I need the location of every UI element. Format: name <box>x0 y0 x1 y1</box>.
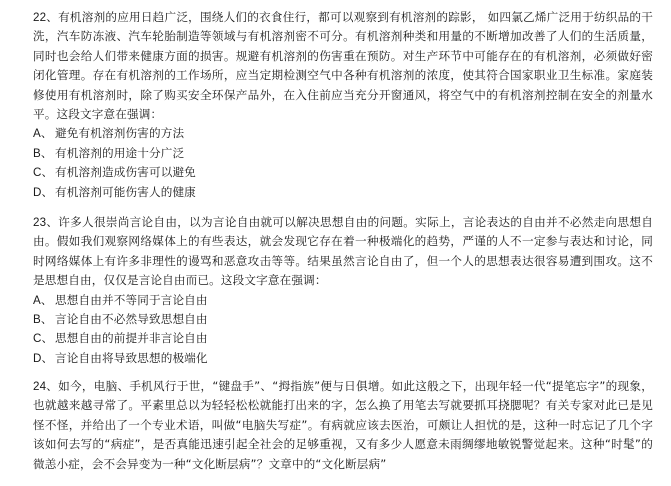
question-stem <box>33 8 653 124</box>
option-letter: A、 <box>33 293 53 307</box>
option-list <box>33 291 653 369</box>
question-text: 有机溶剂的应用日趋广泛，围绕人们的衣食住行，都可以观察到有机溶剂的踪影， 如四氯乙烯广泛用于纺织品的干洗，汽车防冻液、汽车轮胎制造等领域与有机溶剂密不可分。有机溶剂种类和用量的不断增加改善了人们的生活质量，同时也会给人们带来健康方面的损害。规避有机溶剂的伤害重在预防。对生产环节中可能存在的有机溶剂，必须做好密闭化管理。存在有机溶剂的工作场所，应当定期检测空气中各种有机溶剂的浓度，使其符合国家职业卫生标准。家庭装修使用有机溶剂时，除了购买安全环保产品外，在入住前应当充分开窗通风，将空气中的有机溶剂控制在安全的剂量水平。这段文字意在强调： <box>33 10 653 122</box>
option-text: 有机溶剂可能伤害人的健康 <box>55 184 196 199</box>
question-text: 如今，电脑、手机风行于世，“键盘手”、“拇指族”便与日俱增。如此这般之下，出现年轻一代“提笔忘字”的现象，也就越来越寻常了。平素里总以为轻轻松松就能打出来的字，怎么换了用笔去写就要抓耳挠腮呢？有关专家对此已是见怪不怪，并给出了一个专业术语，叫做“电脑失写症”。有病就应该去医治，可颇让人担忧的是，这种一时忘记了几个字该如何去写的“病症”，是否真能迅速引起全社会的足够重视，又有多少人愿意未雨绸缪地敏锐警觉起来。这种“时髦”的微恙小症，会不会异变为一种“文化断层病”？文章中的“文化断层病” <box>33 379 653 471</box>
question-22 <box>33 8 653 202</box>
option-letter: A、 <box>33 127 53 141</box>
option-d[interactable] <box>33 349 653 368</box>
option-letter: D、 <box>33 351 54 365</box>
question-text: 许多人很崇尚言论自由，以为言论自由就可以解决思想自由的问题。实际上，言论表达的自由并不必然走向思想自由。假如我们观察网络媒体上的有些表达，就会发现它存在着一种极端化的趋势，严谨的人不一定参与表达和讨论，同时网络媒体上有许多非理性的谩骂和恶意攻击等等。结果虽然言论自由了，但一个人的思想表达很容易遭到围攻。这不是思想自由，仅仅是言论自由而已。这段文字意在强调： <box>33 215 653 288</box>
option-letter: C、 <box>33 332 54 346</box>
option-text: 思想自由并不等同于言论自由 <box>55 292 208 307</box>
option-letter: C、 <box>33 166 54 180</box>
option-a[interactable] <box>33 291 653 310</box>
option-letter: B、 <box>33 313 53 327</box>
option-letter: D、 <box>33 185 54 199</box>
option-text: 避免有机溶剂伤害的方法 <box>55 126 185 141</box>
option-b[interactable] <box>33 310 653 329</box>
question-23 <box>33 213 653 368</box>
option-c[interactable] <box>33 163 653 182</box>
option-text: 言论自由不必然导致思想自由 <box>55 312 208 327</box>
question-24 <box>33 377 653 474</box>
option-text: 思想自由的前提并非言论自由 <box>55 331 208 346</box>
option-list <box>33 124 653 202</box>
option-letter: B、 <box>33 146 53 160</box>
option-text: 有机溶剂的用途十分广泛 <box>55 145 185 160</box>
question-number: 23、 <box>33 216 59 229</box>
option-text: 有机溶剂造成伤害可以避免 <box>55 165 196 180</box>
option-a[interactable] <box>33 124 653 143</box>
option-b[interactable] <box>33 144 653 163</box>
option-text: 言论自由将导致思想的极端化 <box>55 350 208 365</box>
question-number: 22、 <box>33 11 59 24</box>
option-c[interactable] <box>33 329 653 348</box>
question-stem <box>33 377 653 474</box>
option-d[interactable] <box>33 183 653 202</box>
question-stem <box>33 213 653 291</box>
question-number: 24、 <box>33 380 59 393</box>
